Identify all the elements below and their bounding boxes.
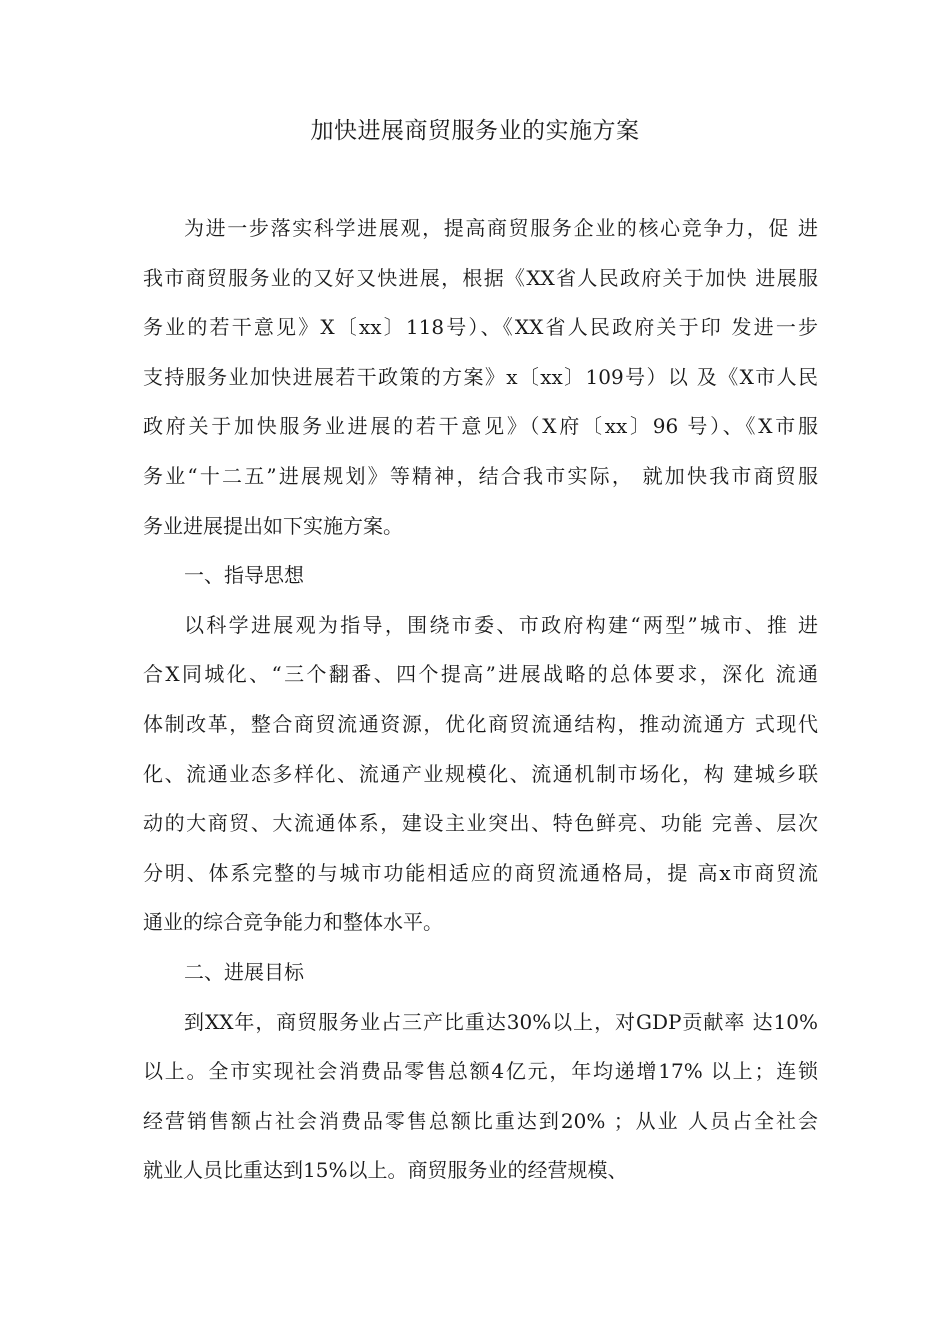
paragraph-line: 务业“十二五”进展规划》等精神，结合我市实际， 就加快我市商贸服 (143, 463, 818, 488)
paragraph-line: 务业的若干意见》X〔xx〕118号）、《XX省人民政府关于印 发进一步 (143, 315, 818, 340)
paragraph-line: 通业的综合竞争能力和整体水平。 (143, 910, 443, 935)
section-heading: 二、进展目标 (184, 959, 304, 984)
paragraph-line: 分明、体系完整的与城市功能相适应的商贸流通格局，提 高x市商贸流 (143, 860, 818, 885)
paragraph-line: 以上。全市实现社会消费品零售总额4亿元，年均递增17% 以上；连锁 (143, 1059, 818, 1084)
paragraph-line: 为进一步落实科学进展观，提高商贸服务企业的核心竞争力，促 进 (184, 216, 818, 240)
paragraph-line: 动的大商贸、大流通体系，建设主业突出、特色鲜亮、功能 完善、层次 (143, 811, 818, 836)
paragraph-line: 支持服务业加快进展若干政策的方案》x〔xx〕109号）以 及《X市人民 (143, 364, 818, 389)
paragraph-line: 合X同城化、“三个翻番、四个提高”进展战略的总体要求，深化 流通 (143, 662, 818, 687)
paragraph-line: 经营销售额占社会消费品零售总额比重达到20% ；从业 人员占全社会 (143, 1108, 818, 1133)
paragraph-line: 到XX年，商贸服务业占三产比重达30%以上，对GDP贡献率 达10% (184, 1009, 818, 1034)
paragraph-line: 以科学进展观为指导，围绕市委、市政府构建“两型”城市、推 进 (184, 612, 818, 637)
paragraph-line: 化、流通业态多样化、流通产业规模化、流通机制市场化，构 建城乡联 (143, 761, 818, 786)
section-heading: 一、指导思想 (184, 563, 304, 588)
paragraph-line: 政府关于加快服务业进展的若干意见》（X府〔xx〕96 号）、《X市服 (143, 414, 818, 439)
document-title: 加快进展商贸服务业的实施方案 (310, 118, 640, 144)
paragraph-line: 体制改革，整合商贸流通资源，优化商贸流通结构，推动流通方 式现代 (143, 711, 818, 736)
paragraph-line: 就业人员比重达到15%以上。商贸服务业的经营规模、 (143, 1158, 628, 1183)
paragraph-line: 我市商贸服务业的又好又快进展，根据《XX省人民政府关于加快 进展服 (143, 265, 818, 290)
document-body (143, 204, 818, 1196)
paragraph-line: 务业进展提出如下实施方案。 (143, 513, 403, 538)
